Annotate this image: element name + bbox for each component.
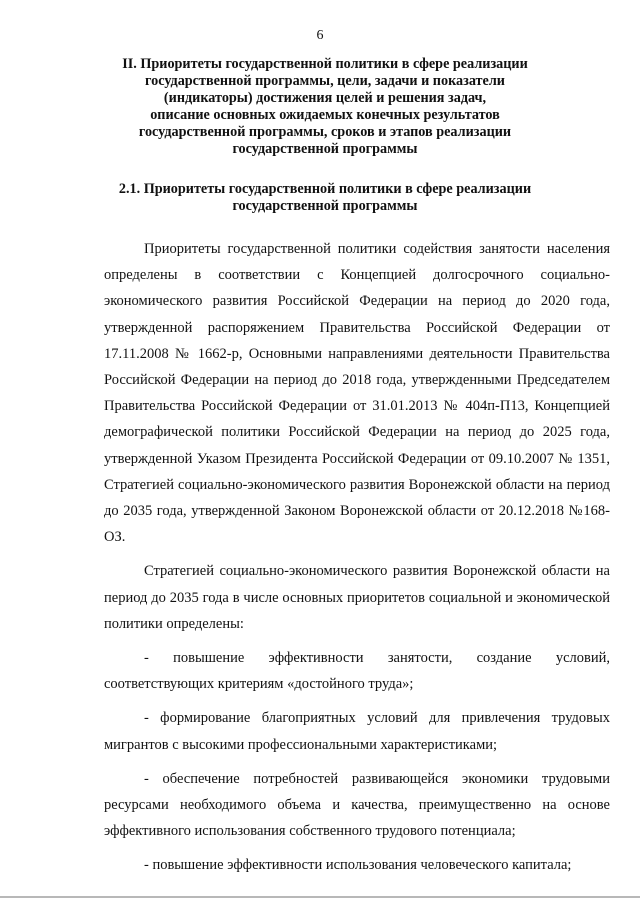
subsection-heading-line: государственной программы <box>232 198 418 214</box>
paragraph-strategy: Стратегией социально-экономического развития Воронежской области на период до 2035 года в числе основных приоритетов социальной и экономической политики определены: <box>104 563 610 632</box>
section-heading-line: описание основных ожидаемых конечных результатов <box>150 107 500 123</box>
section-heading-line: государственной программы, цели, задачи и показатели <box>145 73 505 89</box>
list-item: - формирование благоприятных условий для привлечения трудовых мигрантов с высокими профессиональными характеристиками; <box>104 710 610 753</box>
subsection-heading-line: 2.1. Приоритеты государственной политики в сфере реализации <box>118 181 532 197</box>
section-heading-line: государственной программы <box>232 141 418 157</box>
section-heading-line: государственной программы, сроков и этапов реализации <box>138 124 512 140</box>
subsection-heading <box>100 181 550 215</box>
body-text <box>104 236 610 879</box>
list-item: - обеспечение потребностей развивающейся экономики трудовыми ресурсами необходимого объема и качества, преимущественно на основе эффективного использования собственного трудового потенциала; <box>104 770 610 840</box>
section-heading-line: (индикаторы) достижения целей и решения задач, <box>163 90 487 106</box>
section-heading-line: II. Приоритеты государственной политики в сфере реализации <box>122 56 528 72</box>
page-number: 6 <box>316 28 324 43</box>
section-heading <box>100 56 550 158</box>
paragraph-priorities: Приоритеты государственной политики содействия занятости населения определены в соответствии с Концепцией долгосрочного социально-экономического развития Российской Федерации на период до 2020 года, утвержденной распоряжением Правительства Российской Федерации от 17.11.2008 № 1662-р, Основными направлениями деятельности Правительства Российской Федерации на период до 2018 года, утвержденными Председателем Правительства Российской Федерации от 31.01.2013 № 404п-П13, Концепцией демографической политики Российской Федерации на период до 2025 года, утвержденной Указом Президента Российской Федерации от 09.10.2007 № 1351, Стратегией социально-экономического развития Воронежской области на период до 2035 года, утвержденной Законом Воронежской области от 20.12.2018 №168-ОЗ. <box>104 241 610 546</box>
list-item: - повышение эффективности занятости, создание условий, соответствующих критериям «достойного труда»; <box>104 650 610 693</box>
page-bottom-edge <box>0 896 640 898</box>
list-item: - повышение эффективности использования человеческого капитала; <box>144 857 572 874</box>
